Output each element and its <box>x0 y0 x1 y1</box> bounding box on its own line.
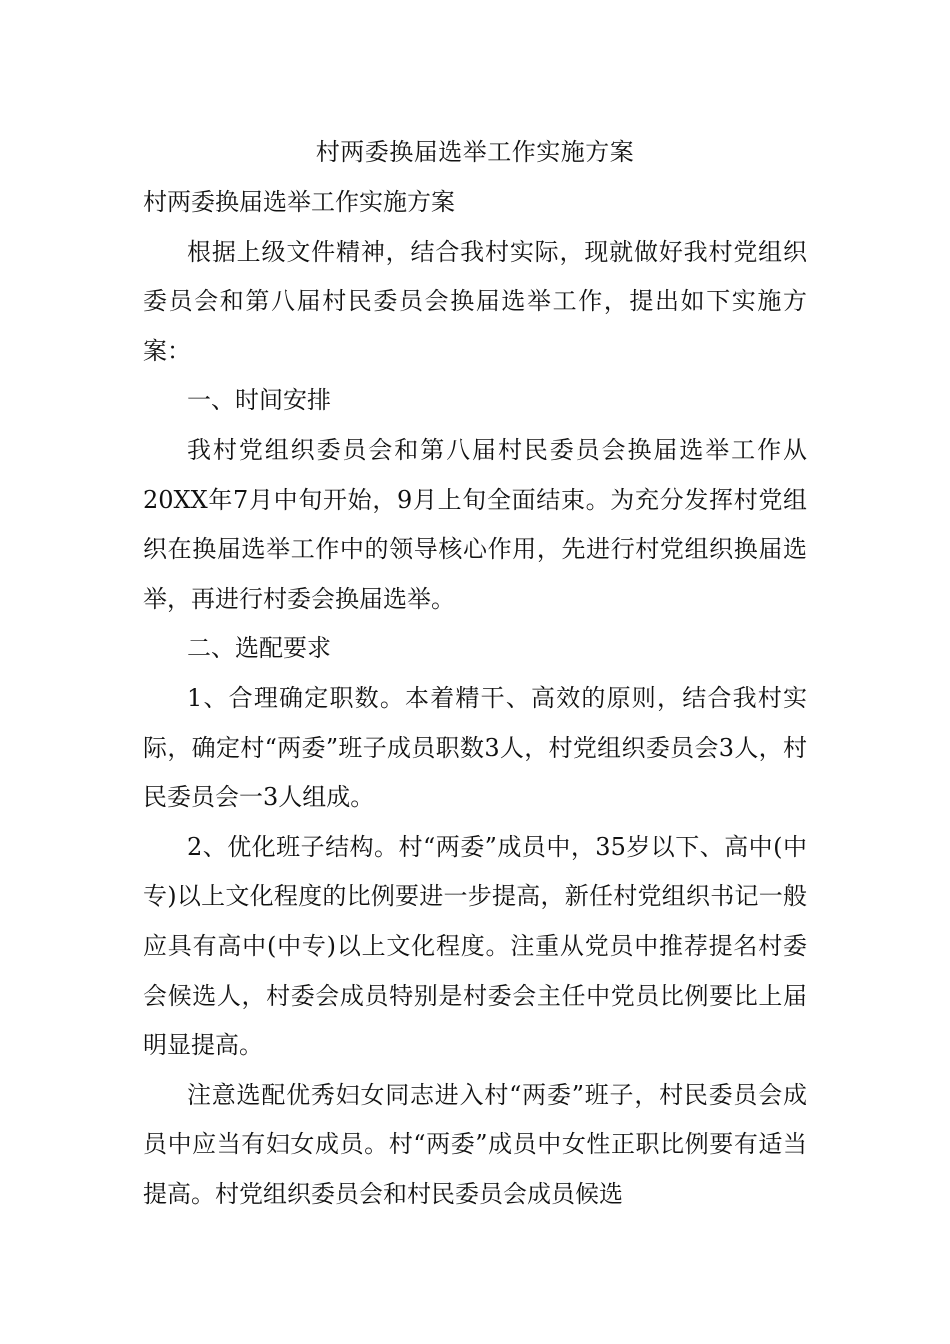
women-paragraph: 注意选配优秀妇女同志进入村“两委”班子，村民委员会成员中应当有妇女成员。村“两委”成员中女性正职比例要有适当提高。村党组织委员会和村民委员会成员候选 <box>143 1080 807 1208</box>
time-paragraph: 我村党组织委员会和第八届村民委员会换届选举工作从20XX年7月中旬开始，9月上旬全面结束。为充分发挥村党组织在换届选举工作中的领导核心作用，先进行村党组织换届选举，再进行村委会换届选举。 <box>143 435 807 613</box>
section-heading-time: 一、时间安排 <box>187 386 331 415</box>
intro-paragraph: 根据上级文件精神，结合我村实际，现就做好我村党组织委员会和第八届村民委员会换届选举工作，提出如下实施方案： <box>143 237 807 365</box>
subtitle-paragraph: 村两委换届选举工作实施方案 <box>143 188 455 216</box>
requirement-paragraph-2: 2、优化班子结构。村“两委”成员中，35岁以下、高中(中专)以上文化程度的比例要进一步提高，新任村党组织书记一般应具有高中(中专)以上文化程度。注重从党员中推荐提名村委会候选人，村委会成员特别是村委会主任中党员比例要比上届明显提高。 <box>143 832 807 1060</box>
document-body <box>143 178 807 1219</box>
document-title: 村两委换届选举工作实施方案 <box>315 138 635 166</box>
requirement-paragraph-1: 1、合理确定职数。本着精干、高效的原则，结合我村实际，确定村“两委”班子成员职数3人，村党组织委员会3人，村民委员会一3人组成。 <box>143 683 807 812</box>
section-heading-requirements: 二、选配要求 <box>187 634 331 663</box>
